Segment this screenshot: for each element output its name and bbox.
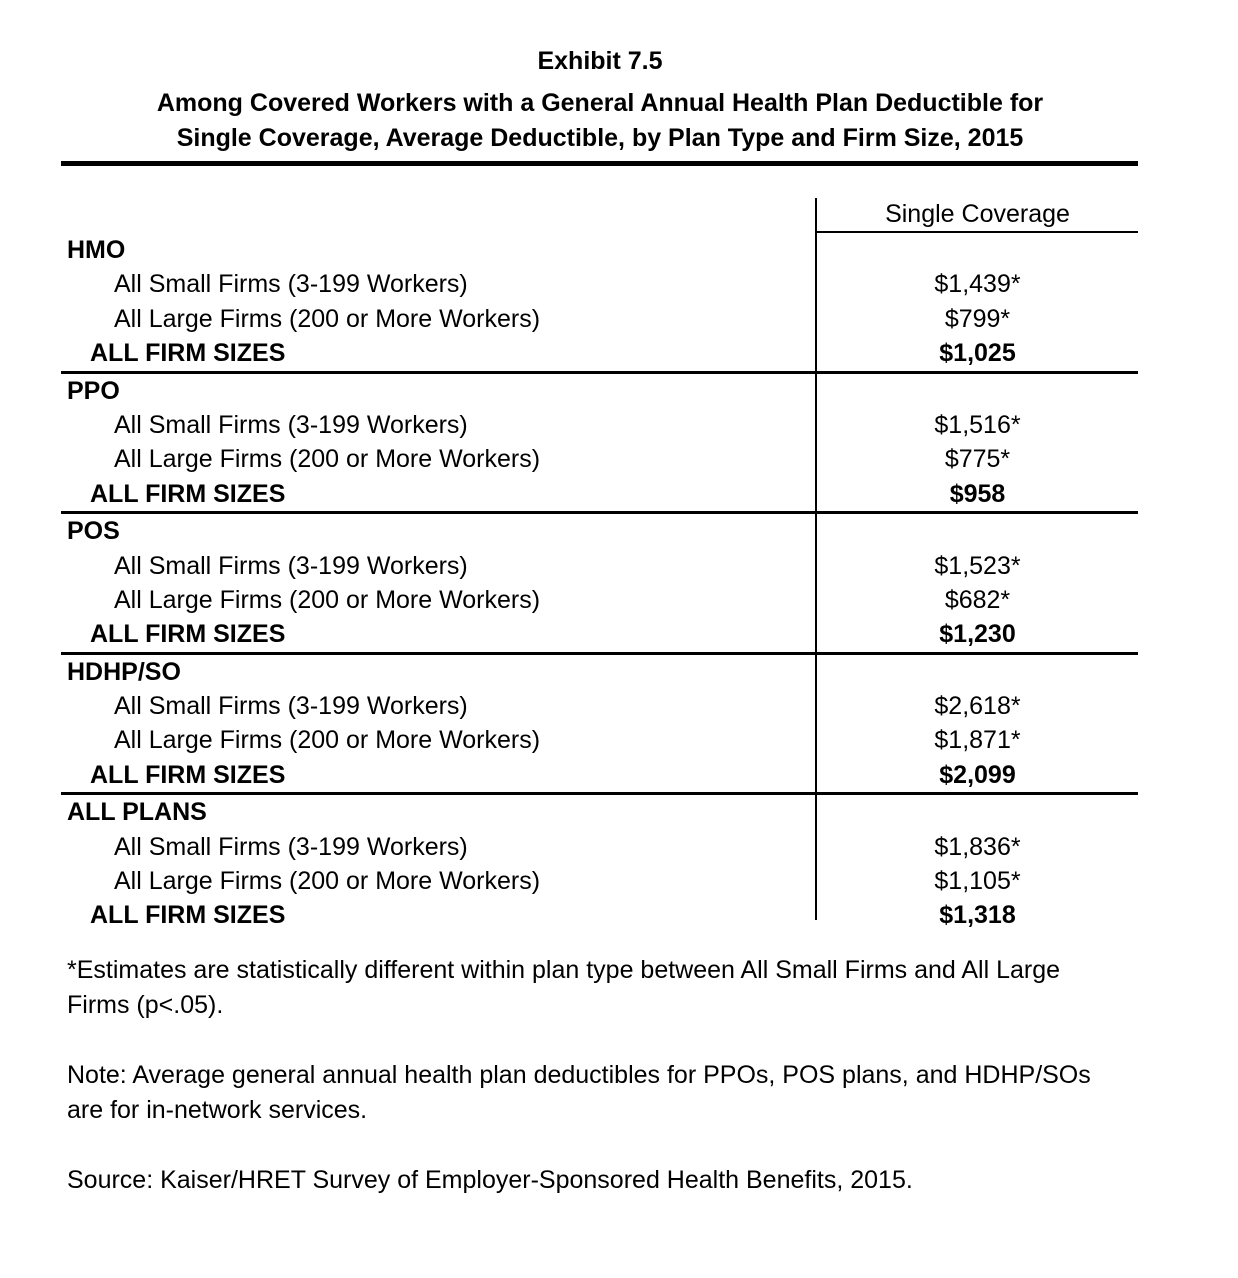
row-label: All Large Firms (200 or More Workers) [114, 867, 541, 896]
plan-group-pos [61, 514, 1138, 655]
group-heading-row [61, 795, 1138, 829]
row-value: $1,439* [934, 270, 1021, 299]
group-heading-row [61, 514, 1138, 548]
exhibit-subtitle-line-1: Among Covered Workers with a General Annual Health Plan Deductible for [156, 89, 1044, 117]
row-label: All Small Firms (3-199 Workers) [114, 551, 468, 580]
table-row [61, 549, 1138, 583]
row-value: $1,516* [934, 410, 1021, 439]
group-heading-row [61, 233, 1138, 267]
total-value: $2,099 [939, 760, 1016, 789]
row-value: $775* [944, 445, 1011, 474]
total-label: ALL FIRM SIZES [90, 760, 286, 789]
row-value: $1,871* [934, 726, 1021, 755]
plan-group-hdhp-so [61, 655, 1138, 796]
plan-group-all-plans [61, 795, 1138, 933]
row-label: All Small Firms (3-199 Workers) [114, 832, 468, 861]
group-heading: PPO [67, 376, 120, 405]
row-value: $1,523* [934, 551, 1021, 580]
exhibit-title: Exhibit 7.5 [537, 47, 663, 75]
exhibit-subtitle [0, 86, 1200, 156]
row-label: All Large Firms (200 or More Workers) [114, 726, 541, 755]
source-note: Source: Kaiser/HRET Survey of Employer-Sponsored Health Benefits, 2015. [67, 1166, 913, 1194]
column-header-label: Single Coverage [885, 200, 1070, 228]
row-label: All Small Firms (3-199 Workers) [114, 270, 468, 299]
total-label: ALL FIRM SIZES [90, 479, 286, 508]
row-value: $1,105* [934, 867, 1021, 896]
row-value: $799* [944, 304, 1011, 333]
row-label: All Small Firms (3-199 Workers) [114, 692, 468, 721]
row-value: $682* [944, 585, 1011, 614]
total-row [61, 336, 1138, 370]
table-row [61, 302, 1138, 336]
row-label: All Small Firms (3-199 Workers) [114, 410, 468, 439]
deductible-table [61, 198, 1138, 933]
group-heading: HDHP/SO [67, 657, 181, 686]
top-rule [61, 161, 1138, 166]
plan-group-ppo [61, 374, 1138, 515]
group-heading-row [61, 655, 1138, 689]
table-row [61, 864, 1138, 898]
table-row [61, 408, 1138, 442]
total-value: $1,230 [939, 620, 1016, 649]
network-note: Note: Average general annual health plan deductibles for PPOs, POS plans, and HDHP/SOs are for in-network services. [67, 1061, 1091, 1124]
group-heading: ALL PLANS [67, 798, 207, 827]
total-row [61, 898, 1138, 932]
table-row [61, 442, 1138, 476]
group-heading: POS [67, 517, 120, 546]
table-row [61, 583, 1138, 617]
total-value: $958 [949, 479, 1006, 508]
row-label: All Large Firms (200 or More Workers) [114, 304, 541, 333]
table-row [61, 267, 1138, 301]
row-value: $2,618* [934, 692, 1021, 721]
table-row [61, 830, 1138, 864]
plan-group-hmo [61, 233, 1138, 374]
total-row [61, 477, 1138, 511]
row-label: All Large Firms (200 or More Workers) [114, 445, 541, 474]
row-value: $1,836* [934, 832, 1021, 861]
total-label: ALL FIRM SIZES [90, 620, 286, 649]
table-row [61, 723, 1138, 757]
total-label: ALL FIRM SIZES [90, 901, 286, 930]
total-row [61, 617, 1138, 651]
row-label: All Large Firms (200 or More Workers) [114, 585, 541, 614]
total-value: $1,025 [939, 339, 1016, 368]
column-header [817, 198, 1138, 233]
total-label: ALL FIRM SIZES [90, 339, 286, 368]
group-heading-row [61, 374, 1138, 408]
group-heading: HMO [67, 236, 126, 264]
table-row [61, 689, 1138, 723]
exhibit-subtitle-line-2: Single Coverage, Average Deductible, by Plan Type and Firm Size, 2015 [176, 124, 1024, 152]
total-value: $1,318 [939, 901, 1016, 930]
notes [67, 953, 1127, 1233]
significance-note: *Estimates are statistically different within plan type between All Small Firms and All Large Firms (p<.05). [67, 956, 1061, 1019]
total-row [61, 758, 1138, 792]
